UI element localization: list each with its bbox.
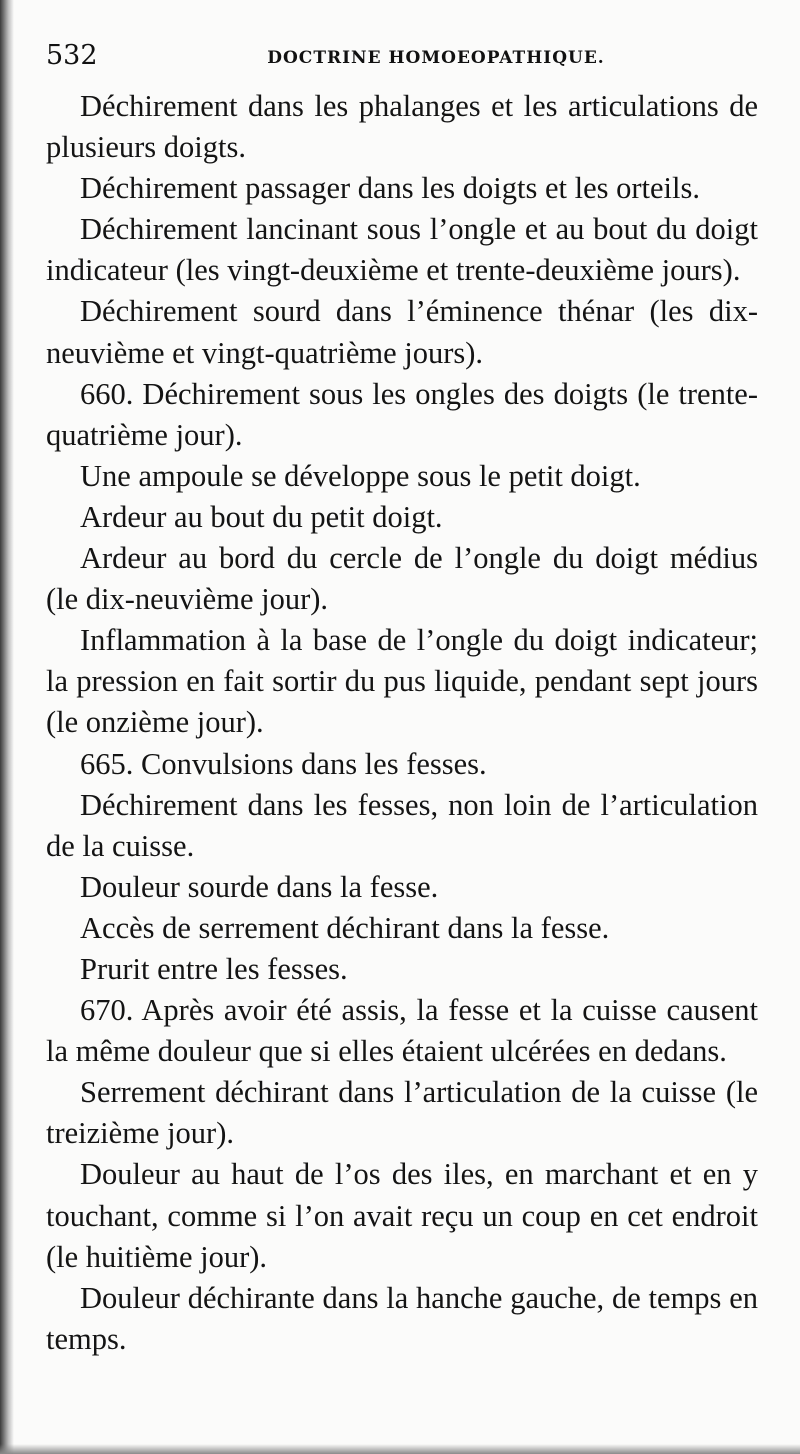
page-number: 532 <box>46 40 98 71</box>
paragraph: 660. Déchirement sous les ongles des doigts (le trente-quatrième jour). <box>46 376 758 452</box>
paragraph: Une ampoule se développe sous le petit doigt. <box>80 458 641 493</box>
paragraph: Déchirement dans les phalanges et les articulations de plusieurs doigts. <box>46 89 758 165</box>
paragraph: Prurit entre les fesses. <box>80 951 348 986</box>
paragraph: Douleur au haut de l’os des iles, en marchant et en y touchant, comme si l’on avait reçu un coup en cet endroit (le huitième jour). <box>46 1157 758 1274</box>
paragraph: Ardeur au bord du cercle de l’ongle du doigt médius (le dix-neuvième jour). <box>46 541 758 617</box>
paragraph: Déchirement sourd dans l’éminence thénar (les dix-neuvième et vingt-quatrième jours). <box>46 294 758 370</box>
paragraph: Inflammation à la base de l’ongle du doigt indicateur; la pression en fait sortir du pus liquide, pendant sept jours (le onzième jour). <box>46 623 758 740</box>
paragraph: Serrement déchirant dans l’articulation de la cuisse (le treizième jour). <box>46 1075 758 1151</box>
body-text <box>46 86 758 1360</box>
paragraph: Déchirement dans les fesses, non loin de l’articulation de la cuisse. <box>46 787 758 863</box>
page-bottom-edge <box>0 1444 800 1454</box>
paragraph: Déchirement lancinant sous l’ongle et au bout du doigt indicateur (les vingt-deuxième et trente-deuxième jours). <box>46 212 758 288</box>
paragraph: Accès de serrement déchirant dans la fesse. <box>80 910 610 945</box>
paragraph: Déchirement passager dans les doigts et les orteils. <box>80 171 700 206</box>
running-head: DOCTRINE HOMOEOPATHIQUE. <box>267 48 605 68</box>
paragraph: Douleur déchirante dans la hanche gauche, de temps en temps. <box>46 1280 758 1356</box>
page-header <box>46 40 766 80</box>
page-binding-shadow <box>0 0 14 1454</box>
paragraph: Douleur sourde dans la fesse. <box>80 869 439 904</box>
paragraph: Ardeur au bout du petit doigt. <box>80 499 443 534</box>
paragraph: 665. Convulsions dans les fesses. <box>80 746 487 781</box>
paragraph: 670. Après avoir été assis, la fesse et la cuisse causent la même douleur que si elles étaient ulcérées en dedans. <box>46 993 758 1069</box>
